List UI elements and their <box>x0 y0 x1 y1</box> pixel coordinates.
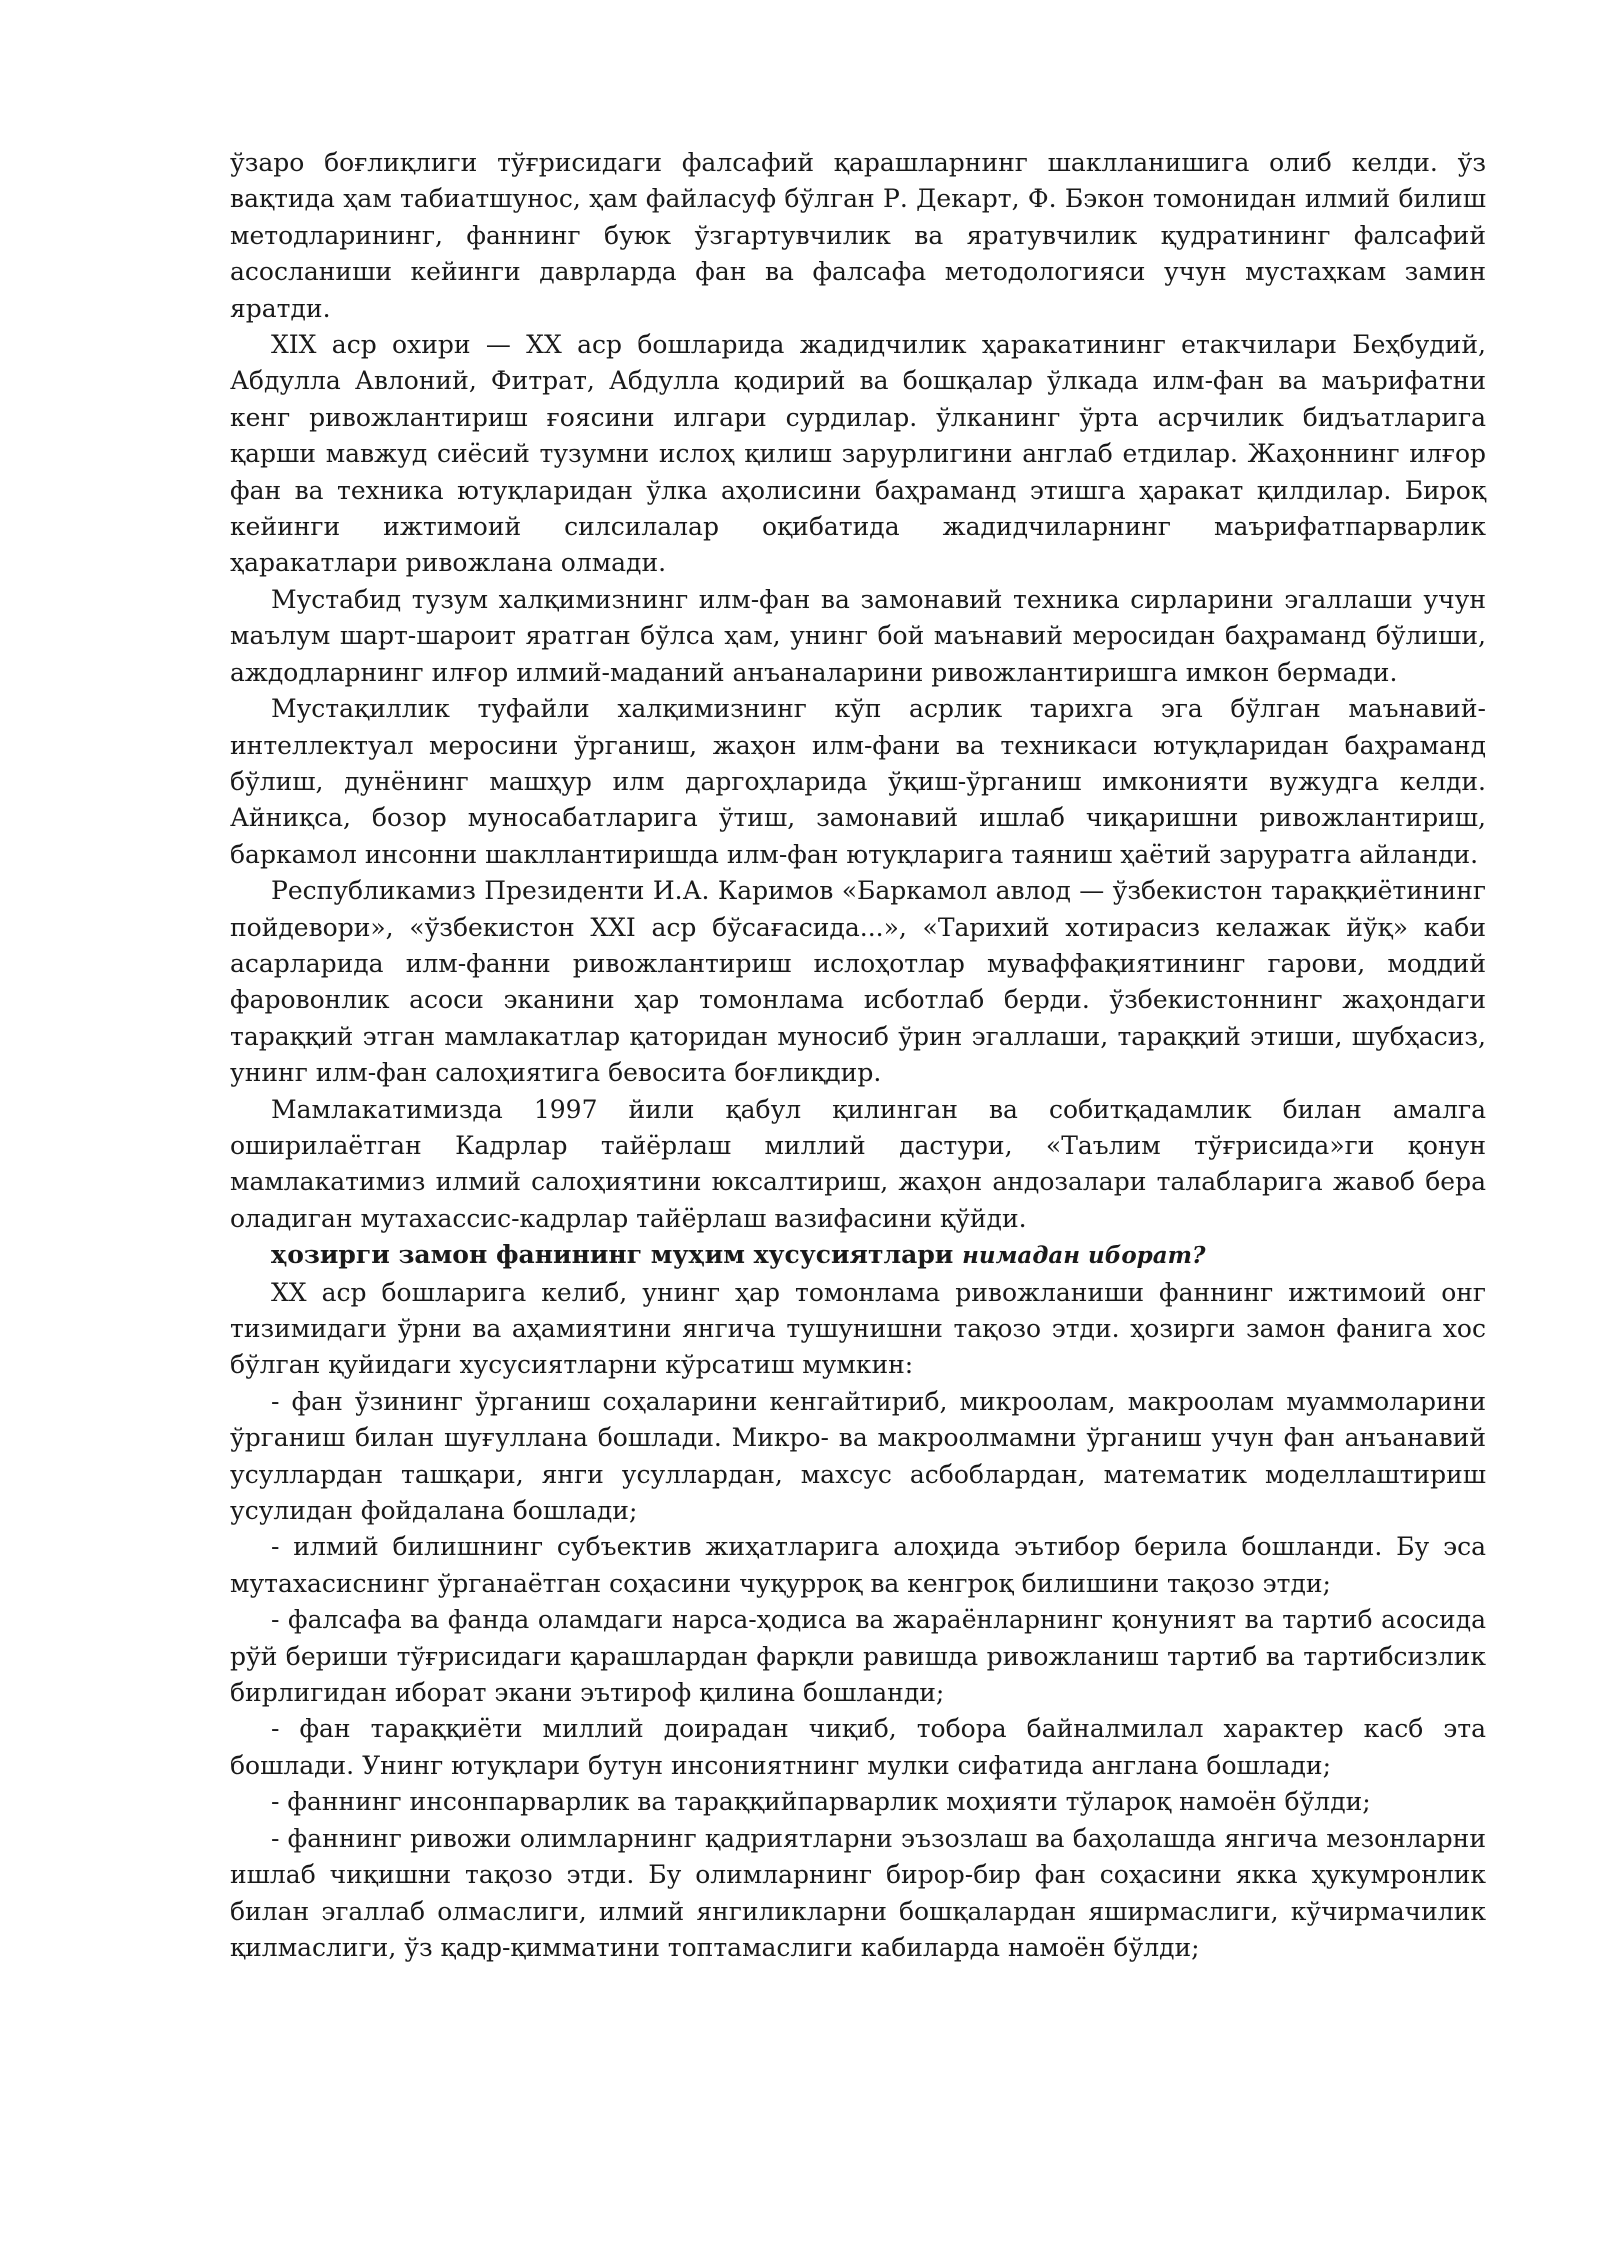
paragraph-despotic-regime: Мустабид тузум халқимизнинг илм-фан ва замонавий техника сирларини эгаллаши учун маълум шарт-шароит яратган бўлса ҳам, унинг бой маънавий меросидан баҳраманд бўлиши, аждодларнинг илғор илмий-маданий анъаналарини ривожлантиришга имкон бермади. <box>230 584 1486 687</box>
section-heading <box>230 1237 1486 1274</box>
heading-bold: ҳозирги замон фанининг муҳим хусусиятлари <box>271 1240 954 1270</box>
paragraph-president: Республикамиз Президенти И.А. Каримов «Баркамол авлод — ўзбекистон тараққиётининг пойдевори», «ўзбекистон XXI аср бўсағасида...», «Тарихий хотирасиз келажак йўқ» каби асарларида илм-фанни ривожлантириш ислоҳотлар муваффақиятининг гарови, моддий фаровонлик асоси эканини ҳар томонлама исботлаб берди. ўзбекистоннинг жаҳондаги тараққий этган мамлакатлар қаторидан муносиб ўрин эгаллаши, тараққий этиши, шубҳасиз, унинг илм-фан салоҳиятига бевосита боғлиқдир. <box>230 876 1486 1088</box>
list-item: - фаннинг ривожи олимларнинг қадриятларни эъзозлаш ва баҳолашда янгича мезонларни ишлаб чиқишни тақозо этди. Бу олимларнинг бирор-бир фан соҳасини якка ҳукумронлик билан эгаллаб олмаслиги, илмий янгиликларни бошқалардан яширмаслиги, кўчирмачилик қилмаслиги, ўз қадр-қимматини топтамаслиги кабиларда намоён бўлди; <box>230 1823 1486 1962</box>
paragraph-jadids: XIX аср охири — XX аср бошларида жадидчилик ҳаракатининг етакчилари Беҳбудий, Абдулла Авлоний, Фитрат, Абдулла қодирий ва бошқалар ўлкада илм-фан ва маърифатни кенг ривожлантириш ғоясини илгари сурдилар. ўлканинг ўрта асрчилик бидъатларига қарши мавжуд сиёсий тузумни ислоҳ қилиш зарурлигини англаб етдилар. Жаҳоннинг илғор фан ва техника ютуқларидан ўлка аҳолисини баҳраманд этишга ҳаракат қилдилар. Бироқ кейинги ижтимоий силсилалар оқибатида жадидчиларнинг маърифатпарварлик ҳаракатлари ривожлана олмади. <box>230 330 1486 578</box>
list-item: - фан ўзининг ўрганиш соҳаларини кенгайтириб, микроолам, макроолам муаммоларини ўрганиш билан шуғуллана бошлади. Микро- ва макроолмамни ўрганиш учун фан анъанавий усуллардан ташқари, янги усуллардан, махсус асбоблардан, математик моделлаштириш усулидан фойдалана бошлади; <box>230 1386 1486 1526</box>
list-item: - фаннинг инсонпарварлик ва тараққийпарварлик моҳияти тўлароқ намоён бўлди; <box>271 1787 1371 1817</box>
list-item: - фалсафа ва фанда оламдаги нарса-ҳодиса ва жараёнларнинг қонуният ва тартиб асосида рўй бериши тўғрисидаги қарашлардан фарқли равишда ривожланиш тартиб ва тартибсизлик бирлигидан иборат экани эътироф қилина бошланди; <box>230 1605 1486 1708</box>
list-item: - фан тараққиёти миллий доирадан чиқиб, тобора байналмилал характер касб эта бошлади. Унинг ютуқлари бутун инсониятнинг мулки сифатида англана бошлади; <box>230 1714 1486 1780</box>
paragraph-independence: Мустақиллик туфайли халқимизнинг кўп асрлик тарихга эга бўлган маънавий-интеллектуал меросини ўрганиш, жаҳон илм-фани ва техникаси ютуқларидан баҳраманд бўлиш, дунёнинг машҳур илм даргоҳларида ўқиш-ўрганиш имконияти вужудга келди. Айниқса, бозор муносабатларига ўтиш, замонавий ишлаб чиқаришни ривожлантириш, баркамол инсонни шакллантиришда илм-фан ютуқларига таяниш ҳаётий заруратга айланди. <box>230 694 1486 869</box>
list-item: - илмий билишнинг субъектив жиҳатларига алоҳида эътибор берила бошланди. Бу эса мутахасиснинг ўрганаётган соҳасини чуқурроқ ва кенгроқ билишини тақозо этди; <box>230 1532 1486 1598</box>
paragraph-education-program: Мамлакатимизда 1997 йили қабул қилинган ва собитқадамлик билан амалга оширилаётган Кадрлар тайёрлаш миллий дастури, «Таълим тўғрисида»ги қонун мамлакатимиз илмий салоҳиятини юксалтириш, жаҳон андозалари талабларига жавоб бера оладиган мутахассис-кадрлар тайёрлаш вазифасини қўйди. <box>230 1094 1486 1233</box>
heading-italic: нимадан иборат? <box>962 1242 1206 1270</box>
paragraph-xx-century: XX аср бошларига келиб, унинг ҳар томонлама ривожланиши фаннинг ижтимоий онг тизимидаги ўрни ва аҳамиятини янгича тушунишни тақозо этди. ҳозирги замон фанига хос бўлган қуйидаги хусусиятларни кўрсатиш мумкин: <box>230 1277 1486 1380</box>
document-page <box>230 145 1486 1966</box>
paragraph-continuation: ўзаро боғлиқлиги тўғрисидаги фалсафий қарашларнинг шаклланишига олиб келди. ўз вақтида ҳам табиатшунос, ҳам файласуф бўлган Р. Декарт, Ф. Бэкон томонидан илмий билиш методларининг, фаннинг буюк ўзгартувчилик ва яратувчилик қудратининг фалсафий асосланиши кейинги даврларда фан ва фалсафа методологияси учун мустаҳкам замин яратди. <box>230 148 1486 323</box>
